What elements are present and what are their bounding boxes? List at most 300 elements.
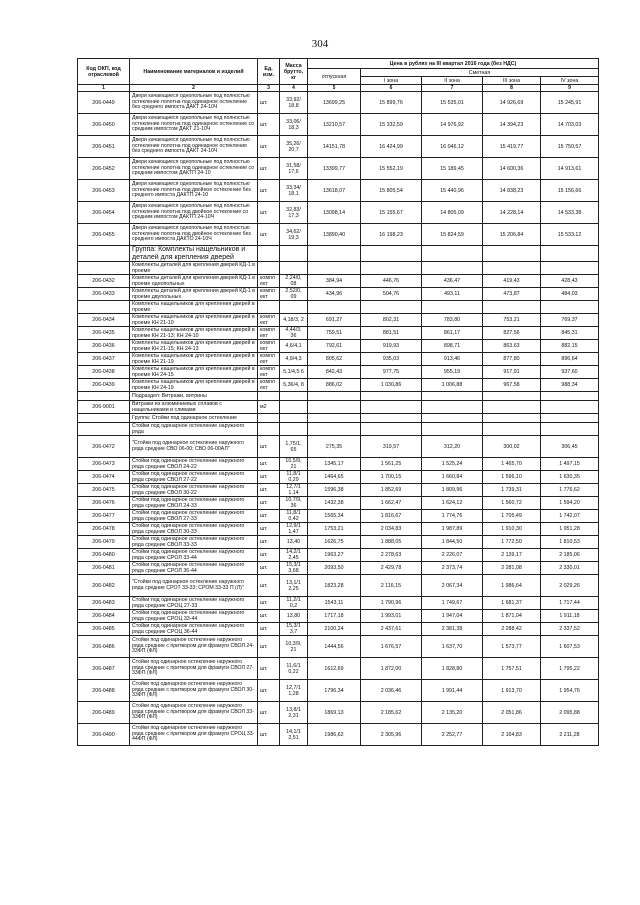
cell-unit: шт. [258, 636, 280, 658]
cell-price-zone-4 [541, 301, 599, 314]
cell-price-otpusknaya: 2093,50 [308, 562, 361, 575]
cell-price-zone-4: 2 337,52 [541, 623, 599, 636]
cell-price-zone-4: 1 954,76 [541, 680, 599, 702]
page-number: 304 [311, 38, 329, 50]
cell-price-zone-4: 1 810,53 [541, 536, 599, 549]
cell-price-zone-2: 14 976,92 [422, 114, 483, 136]
cell-name: Стойки под одинарное остекление наружного ряда средние СВОЛ 24-33 [130, 497, 258, 510]
cell-price-zone-3: 14 926,69 [483, 92, 541, 114]
cell-price-otpusknaya: 691,27 [308, 314, 361, 327]
cell-unit: шт. [258, 610, 280, 623]
table-row [78, 436, 599, 458]
cell-code: 206-0488 [78, 680, 130, 702]
table-row [78, 180, 599, 202]
cell-unit [258, 262, 280, 275]
cell-price-zone-1: 2 437,61 [361, 623, 422, 636]
cell-price-zone-3: 1 772,50 [483, 536, 541, 549]
cell-price-zone-4: 1 607,53 [541, 636, 599, 658]
cell-mass: 11,2/1 0,2 [280, 597, 308, 610]
cell-name: Стойки под одинарное остекление наружного ряда средние с притвором для фрамуги СВОЛ 27-33ФП (ФЛ) [130, 658, 258, 680]
cell-name: Комплекты нащельников для крепления дверей в проеме [130, 301, 258, 314]
cell-price-otpusknaya: 1432,38 [308, 497, 361, 510]
cell-mass: 31,58/ 17,6 [280, 158, 308, 180]
cell-price-zone-3: 300,02 [483, 436, 541, 458]
cell-price-zone-4: 1 497,15 [541, 458, 599, 471]
cell-code: 206-0476 [78, 497, 130, 510]
cell-price-zone-4: 15 750,57 [541, 136, 599, 158]
cell-name: "Стойки под одинарное остекление наружного ряда средние СРОТ 33-33; СРОМ 33-33 П (Л)" [130, 575, 258, 597]
cell-mass: 5,1/4,5 6 [280, 366, 308, 379]
cell-price-zone-3 [483, 423, 541, 436]
cell-price-zone-1: 1 676,57 [361, 636, 422, 658]
cell-mass [280, 401, 308, 414]
table-row [78, 224, 599, 246]
cell-code: 206-0483 [78, 597, 130, 610]
cell-mass [280, 414, 308, 423]
cell-price-zone-2: 1 991,44 [422, 680, 483, 702]
cell-mass: 11,8/1 0,29 [280, 471, 308, 484]
cell-price-zone-1: 15 155,67 [361, 202, 422, 224]
cell-price-otpusknaya: 842,43 [308, 366, 361, 379]
cell-code: 206-0487 [78, 658, 130, 680]
cell-mass: 2,52/0, 09 [280, 288, 308, 301]
cell-price-zone-1: 2 185,62 [361, 702, 422, 724]
cell-mass: 12,7/1 1,14 [280, 484, 308, 497]
table-row [78, 423, 599, 436]
cell-code: 206-0437 [78, 353, 130, 366]
cell-price-zone-2 [422, 301, 483, 314]
cell-price-zone-4: 15 533,12 [541, 224, 599, 246]
cell-unit: шт. [258, 575, 280, 597]
cell-price-zone-2: 2 135,20 [422, 702, 483, 724]
cell-price-zone-2 [422, 414, 483, 423]
cell-name: Группа: Стойки под одинарное остекление [130, 414, 258, 423]
cell-code: 206-0474 [78, 471, 130, 484]
cell-code [78, 392, 130, 401]
cell-price-zone-4: 15 245,91 [541, 92, 599, 114]
cell-price-otpusknaya: 1986,62 [308, 724, 361, 746]
cell-price-zone-3: 1 596,10 [483, 471, 541, 484]
cell-price-zone-3: 14 228,14 [483, 202, 541, 224]
cell-unit: компл ект [258, 275, 280, 288]
cell-price-zone-4: 1 951,28 [541, 523, 599, 536]
cell-unit: шт. [258, 224, 280, 246]
column-number-row [78, 85, 599, 92]
cell-code: 206-0435 [78, 327, 130, 340]
cell-price-otpusknaya: 1963,27 [308, 549, 361, 562]
cell-unit: компл ект [258, 314, 280, 327]
cell-price-zone-3 [483, 246, 541, 262]
cell-name: Стойки под одинарное остекление наружного ряда средние СВОЛ 27-33 [130, 510, 258, 523]
table-row [78, 327, 599, 340]
cell-code [78, 414, 130, 423]
cell-unit: шт. [258, 702, 280, 724]
col-header-otpusknaya: отпускная [308, 69, 361, 85]
cell-name: Стойки под одинарное остекление наружного ряда средние СРОЦ 33-44 [130, 610, 258, 623]
cell-price-zone-3: 15 206,84 [483, 224, 541, 246]
cell-price-zone-1: 1 888,05 [361, 536, 422, 549]
cell-price-zone-3 [483, 414, 541, 423]
cell-price-zone-1: 319,57 [361, 436, 422, 458]
table-row [78, 610, 599, 623]
cell-unit: компл ект [258, 327, 280, 340]
cell-name: Стойки под одинарное остекление наружного ряда средние с притвором для фрамуги СРОЦ 33-44ФП (ФЛ) [130, 724, 258, 746]
cell-unit [258, 301, 280, 314]
col-number: 1 [78, 85, 130, 92]
table-row [78, 636, 599, 658]
cell-mass [280, 423, 308, 436]
cell-name: Двери качающиеся однопольные под полностью остекление полотна под одинарное остекление со средним импостом ДАКТП 24-10 [130, 158, 258, 180]
table-row [78, 575, 599, 597]
cell-price-zone-2: 2 252,77 [422, 724, 483, 746]
cell-price-otpusknaya: 14151,78 [308, 136, 361, 158]
cell-price-zone-1: 15 552,19 [361, 158, 422, 180]
cell-name: Комплекты нащельников для крепления дверей в проеме КН 24-15 [130, 366, 258, 379]
cell-price-otpusknaya: 275,35 [308, 436, 361, 458]
cell-name: Стойки под одинарное остекление наружного ряда средние СВОЛ 27-22 [130, 471, 258, 484]
table-row [78, 658, 599, 680]
table-row [78, 158, 599, 180]
cell-unit: компл ект [258, 366, 280, 379]
cell-mass: 2,24/0, 08 [280, 275, 308, 288]
cell-price-otpusknaya: 13618,07 [308, 180, 361, 202]
cell-mass: 10,5/9, 21 [280, 458, 308, 471]
cell-mass: 11,6/1 0,22 [280, 658, 308, 680]
cell-name: Стойки под одинарное остекление наружного ряда средние СВОЛ 30-22 [130, 484, 258, 497]
cell-price-otpusknaya [308, 401, 361, 414]
cell-mass: 12,7/1 1,28 [280, 680, 308, 702]
cell-price-zone-1: 935,03 [361, 353, 422, 366]
cell-mass [280, 246, 308, 262]
cell-name: Стойки под одинарное остекление наружного ряда средние СВОЛ 24-22 [130, 458, 258, 471]
cell-name: Двери качающиеся однопольные под полностью остекление полотна под одинарное остекление без среднего импоста ДАКТ 24-10Ч [130, 136, 258, 158]
col-number: 2 [130, 85, 258, 92]
cell-price-zone-2: 15 824,59 [422, 224, 483, 246]
cell-price-zone-4 [541, 246, 599, 262]
cell-price-otpusknaya: 13699,25 [308, 92, 361, 114]
cell-mass: 4,9/4,3 [280, 353, 308, 366]
table-row [78, 340, 599, 353]
cell-unit: м2 [258, 401, 280, 414]
cell-mass: 14,2/1 2,45 [280, 549, 308, 562]
table-header [78, 59, 599, 92]
cell-price-zone-2: 16 046,12 [422, 136, 483, 158]
cell-name: Двери качающиеся однопольные под полностью остекление полотна под двойное остекление без среднего импоста ДАКТО 24-10Ч [130, 224, 258, 246]
cell-name: Двери качающиеся однопольные под полностью остекление полотна под одинарное остекление без среднего импоста ДАКТ 24-10Ч [130, 92, 258, 114]
cell-price-otpusknaya [308, 246, 361, 262]
cell-price-zone-2: 1 774,76 [422, 510, 483, 523]
cell-price-zone-1 [361, 423, 422, 436]
cell-unit [258, 246, 280, 262]
cell-price-zone-4 [541, 423, 599, 436]
cell-code: 206-0478 [78, 523, 130, 536]
cell-code [78, 262, 130, 275]
cell-name: Подраздел: Витражи, витрины [130, 392, 258, 401]
cell-price-otpusknaya: 1464,65 [308, 471, 361, 484]
cell-name: Стойки под одинарное остекление наружного ряда средние СРОЛ 36-44 [130, 562, 258, 575]
cell-price-zone-1: 2 036,46 [361, 680, 422, 702]
cell-price-zone-2: 2 226,07 [422, 549, 483, 562]
cell-price-zone-3: 2 139,17 [483, 549, 541, 562]
cell-name: Стойки под одинарное остекление наружного ряда средние СРОЦ 27-33 [130, 597, 258, 610]
col-number: 7 [422, 85, 483, 92]
cell-price-zone-3: 1 910,30 [483, 523, 541, 536]
cell-price-zone-4: 1 594,20 [541, 497, 599, 510]
cell-name: Стойки под одинарное остекление наружного ряда средние с притвором для фрамуги СВОЛ 33-33ФП (ФЛ) [130, 702, 258, 724]
cell-price-zone-3 [483, 392, 541, 401]
cell-price-zone-3: 1 465,70 [483, 458, 541, 471]
cell-mass: 35,26/ 20,7 [280, 136, 308, 158]
cell-name: Стойки под одинарное остекление наружного ряда средние СРОЛ 33-44 [130, 549, 258, 562]
col-header-price-group: Цена в рублях на III квартал 2016 года (без НДС) [308, 59, 599, 69]
col-header-name: Наименование материалов и изделий [130, 59, 258, 85]
cell-unit: шт. [258, 202, 280, 224]
cell-price-zone-1: 2 305,96 [361, 724, 422, 746]
cell-price-otpusknaya: 1612,69 [308, 658, 361, 680]
cell-price-zone-4: 769,37 [541, 314, 599, 327]
cell-code: 206-0479 [78, 536, 130, 549]
cell-price-zone-1 [361, 246, 422, 262]
cell-price-zone-1 [361, 401, 422, 414]
table-row [78, 536, 599, 549]
cell-price-zone-3: 15 419,77 [483, 136, 541, 158]
table-row [78, 366, 599, 379]
cell-unit: шт. [258, 510, 280, 523]
table-row [78, 314, 599, 327]
col-number: 9 [541, 85, 599, 92]
cell-price-zone-2: 1 637,70 [422, 636, 483, 658]
cell-price-zone-4: 1 717,44 [541, 597, 599, 610]
cell-mass [280, 301, 308, 314]
cell-unit [258, 392, 280, 401]
cell-price-zone-3 [483, 301, 541, 314]
table-row [78, 392, 599, 401]
cell-code [78, 423, 130, 436]
cell-mass: 13,80 [280, 610, 308, 623]
cell-price-zone-1: 2 429,78 [361, 562, 422, 575]
cell-price-zone-1: 1 816,67 [361, 510, 422, 523]
cell-price-zone-2 [422, 246, 483, 262]
cell-price-zone-3: 877,80 [483, 353, 541, 366]
cell-price-zone-1: 802,31 [361, 314, 422, 327]
cell-price-zone-1: 1 872,00 [361, 658, 422, 680]
cell-price-otpusknaya: 13399,77 [308, 158, 361, 180]
cell-price-zone-3: 2 281,08 [483, 562, 541, 575]
table-row [78, 497, 599, 510]
cell-code: 206-0481 [78, 562, 130, 575]
cell-price-otpusknaya: 13098,14 [308, 202, 361, 224]
cell-code: 206-0434 [78, 314, 130, 327]
cell-price-zone-1: 16 198,23 [361, 224, 422, 246]
col-header-mass: Масса брутто, кг [280, 59, 308, 85]
cell-price-otpusknaya: 2100,24 [308, 623, 361, 636]
cell-price-zone-2 [422, 423, 483, 436]
cell-price-zone-1: 2 278,63 [361, 549, 422, 562]
cell-unit: шт. [258, 436, 280, 458]
table-row [78, 114, 599, 136]
cell-mass: 4,44/3, 36 [280, 327, 308, 340]
cell-price-zone-1: 881,51 [361, 327, 422, 340]
cell-price-otpusknaya: 1626,75 [308, 536, 361, 549]
cell-price-zone-4 [541, 414, 599, 423]
cell-code: 206-0451 [78, 136, 130, 158]
cell-price-zone-2: 1 525,24 [422, 458, 483, 471]
table-row [78, 246, 599, 262]
cell-price-zone-2: 2 381,38 [422, 623, 483, 636]
cell-price-zone-4 [541, 392, 599, 401]
cell-price-otpusknaya: 886,02 [308, 379, 361, 392]
cell-mass: 13,40 [280, 536, 308, 549]
cell-price-zone-2: 913,46 [422, 353, 483, 366]
cell-code: 206-0480 [78, 549, 130, 562]
cell-mass: 13,1/1 2,25 [280, 575, 308, 597]
cell-price-otpusknaya [308, 392, 361, 401]
cell-price-zone-1: 919,93 [361, 340, 422, 353]
cell-name: Комплекты нащельников для крепления дверей в проеме КН 24-19 [130, 379, 258, 392]
table-row [78, 484, 599, 497]
cell-unit: компл ект [258, 340, 280, 353]
cell-price-zone-4: 2 029,26 [541, 575, 599, 597]
cell-price-zone-3: 1 757,51 [483, 658, 541, 680]
table-row [78, 379, 599, 392]
cell-unit: шт. [258, 484, 280, 497]
col-number: 6 [361, 85, 422, 92]
cell-code: 206-0485 [78, 623, 130, 636]
cell-price-zone-4 [541, 401, 599, 414]
cell-price-zone-1: 15 899,76 [361, 92, 422, 114]
cell-price-zone-3: 419,43 [483, 275, 541, 288]
cell-code: 206-0482 [78, 575, 130, 597]
cell-price-zone-2 [422, 392, 483, 401]
cell-price-zone-2 [422, 262, 483, 275]
cell-price-zone-4: 1 795,22 [541, 658, 599, 680]
cell-price-zone-4: 2 185,06 [541, 549, 599, 562]
cell-name: Комплекты деталей для крепления дверей КД-1 в проеме [130, 262, 258, 275]
table-row [78, 549, 599, 562]
table-row [78, 414, 599, 423]
cell-price-zone-2: 1 987,89 [422, 523, 483, 536]
cell-unit: шт. [258, 114, 280, 136]
cell-price-zone-2: 861,17 [422, 327, 483, 340]
cell-code: 206-0473 [78, 458, 130, 471]
cell-name: Стойки под одинарное остекление наружного ряда [130, 423, 258, 436]
cell-code: 206-9001 [78, 401, 130, 414]
cell-price-zone-4: 1 742,07 [541, 510, 599, 523]
cell-price-otpusknaya: 384,94 [308, 275, 361, 288]
cell-price-otpusknaya: 1543,11 [308, 597, 361, 610]
cell-unit: шт. [258, 549, 280, 562]
cell-price-zone-2: 2 373,74 [422, 562, 483, 575]
col-header-zone-1: I зона [361, 77, 422, 85]
cell-price-zone-2: 15 535,01 [422, 92, 483, 114]
table-row [78, 262, 599, 275]
cell-price-zone-3 [483, 401, 541, 414]
cell-unit: шт. [258, 536, 280, 549]
cell-mass: 5,36/4, 8 [280, 379, 308, 392]
cell-price-zone-3: 2 164,83 [483, 724, 541, 746]
cell-mass: 33,06/ 18,3 [280, 114, 308, 136]
cell-price-zone-4: 882,15 [541, 340, 599, 353]
cell-code [78, 301, 130, 314]
price-table [77, 58, 599, 746]
cell-name: Стойки под одинарное остекление наружного ряда средние СВОЛ 33-33 [130, 536, 258, 549]
cell-price-zone-3: 1 913,70 [483, 680, 541, 702]
table-row [78, 301, 599, 314]
cell-mass: 10,3/9, 21 [280, 636, 308, 658]
cell-price-otpusknaya: 805,62 [308, 353, 361, 366]
cell-price-zone-2: 14 805,09 [422, 202, 483, 224]
cell-code: 206-0472 [78, 436, 130, 458]
cell-unit: шт. [258, 136, 280, 158]
cell-mass: 10,7/9, 36 [280, 497, 308, 510]
cell-price-zone-2: 312,20 [422, 436, 483, 458]
cell-price-otpusknaya: 759,51 [308, 327, 361, 340]
cell-price-zone-3: 1 986,64 [483, 575, 541, 597]
cell-name: Стойки под одинарное остекление наружного ряда средние с притвором для фрамуги СВОЛ 30-33ФП (ФЛ) [130, 680, 258, 702]
col-header-zone-2: II зона [422, 77, 483, 85]
table-row [78, 597, 599, 610]
cell-price-zone-4: 2 211,28 [541, 724, 599, 746]
cell-name: Стойки под одинарное остекление наружного ряда средние с притвором для фрамуги СВОЛ 24-33ФП (ФЛ) [130, 636, 258, 658]
cell-price-zone-3: 1 560,72 [483, 497, 541, 510]
cell-name: Двери качающиеся однопольные под полностью остекление полотна под двойное остекление со средним импостом ДАКТП 24-10Ч [130, 202, 258, 224]
cell-price-zone-1 [361, 262, 422, 275]
cell-price-otpusknaya [308, 262, 361, 275]
cell-mass: 15,3/1 3,7 [280, 623, 308, 636]
cell-mass: 1,75/1, 65 [280, 436, 308, 458]
cell-price-otpusknaya: 1596,38 [308, 484, 361, 497]
cell-price-zone-3: 14 838,23 [483, 180, 541, 202]
cell-price-otpusknaya: 13210,57 [308, 114, 361, 136]
table-row [78, 401, 599, 414]
cell-code: 206-0484 [78, 610, 130, 623]
cell-code: 206-0453 [78, 180, 130, 202]
cell-price-zone-1: 1 561,25 [361, 458, 422, 471]
cell-price-zone-2: 493,11 [422, 288, 483, 301]
table-row [78, 523, 599, 536]
cell-code: 206-0477 [78, 510, 130, 523]
cell-name: Стойки под одинарное остекление наружного ряда средние СВОЛ 30-33 [130, 523, 258, 536]
cell-price-zone-1: 504,76 [361, 288, 422, 301]
cell-name: Комплекты деталей для крепления дверей КД-1 в проеме двупольных [130, 288, 258, 301]
cell-name: Группа: Комплекты нащельников и деталей для крепления дверей [130, 246, 258, 262]
col-number: 8 [483, 85, 541, 92]
cell-price-zone-1: 1 030,86 [361, 379, 422, 392]
cell-price-zone-1: 1 790,96 [361, 597, 422, 610]
cell-mass [280, 392, 308, 401]
cell-code: 206-0438 [78, 366, 130, 379]
cell-price-zone-4: 2 330,01 [541, 562, 599, 575]
col-header-zone-4: IV зона [541, 77, 599, 85]
cell-price-otpusknaya [308, 301, 361, 314]
table-row [78, 724, 599, 746]
cell-price-otpusknaya: 792,61 [308, 340, 361, 353]
table-row [78, 288, 599, 301]
col-number: 4 [280, 85, 308, 92]
cell-price-zone-3: 473,87 [483, 288, 541, 301]
cell-price-otpusknaya: 1717,18 [308, 610, 361, 623]
cell-mass [280, 262, 308, 275]
cell-mass: 12,9/1 1,47 [280, 523, 308, 536]
cell-price-zone-2: 2 067,34 [422, 575, 483, 597]
cell-unit: шт. [258, 523, 280, 536]
cell-unit: компл ект [258, 379, 280, 392]
table-row [78, 702, 599, 724]
table-row [78, 510, 599, 523]
cell-unit: шт. [258, 724, 280, 746]
cell-unit: компл ект [258, 353, 280, 366]
cell-price-zone-4: 15 156,66 [541, 180, 599, 202]
